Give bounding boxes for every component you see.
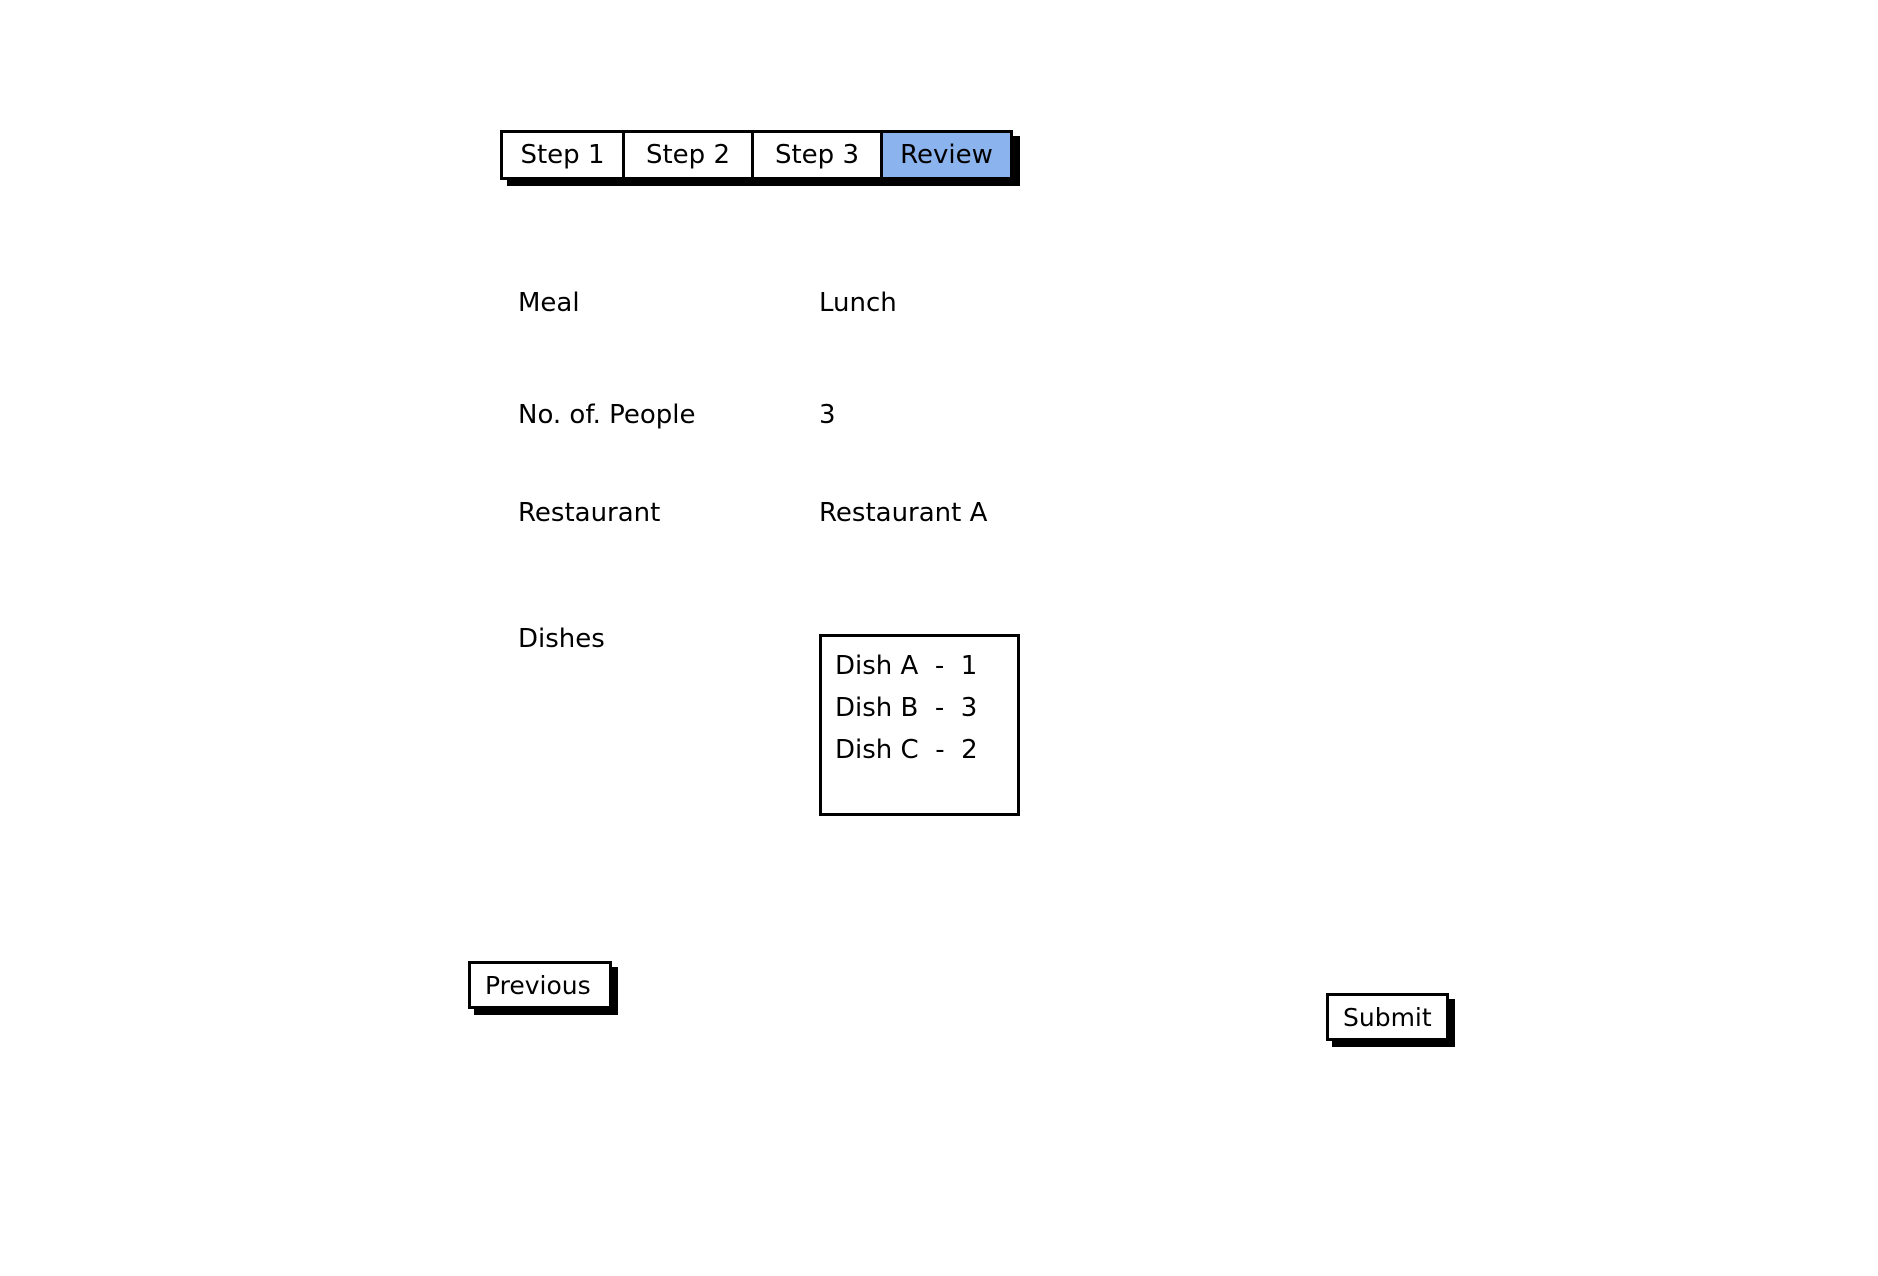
meal-value: Lunch: [819, 288, 897, 318]
tab-review[interactable]: Review: [883, 133, 1010, 177]
restaurant-label: Restaurant: [518, 498, 661, 528]
tab-step-3[interactable]: Step 3: [754, 133, 883, 177]
list-item: Dish B - 3: [835, 693, 978, 723]
submit-button[interactable]: Submit: [1326, 993, 1449, 1041]
meal-label: Meal: [518, 288, 580, 318]
tab-step-1[interactable]: Step 1: [503, 133, 625, 177]
list-item: Dish C - 2: [835, 735, 978, 765]
tab-step-2[interactable]: Step 2: [625, 133, 754, 177]
previous-button[interactable]: Previous: [468, 961, 612, 1009]
restaurant-value: Restaurant A: [819, 498, 988, 528]
people-label: No. of. People: [518, 400, 696, 430]
people-value: 3: [819, 400, 836, 430]
dishes-label: Dishes: [518, 624, 605, 654]
step-tabs: [500, 130, 1013, 180]
list-item: Dish A - 1: [835, 651, 978, 681]
dishes-list[interactable]: [819, 634, 1020, 816]
